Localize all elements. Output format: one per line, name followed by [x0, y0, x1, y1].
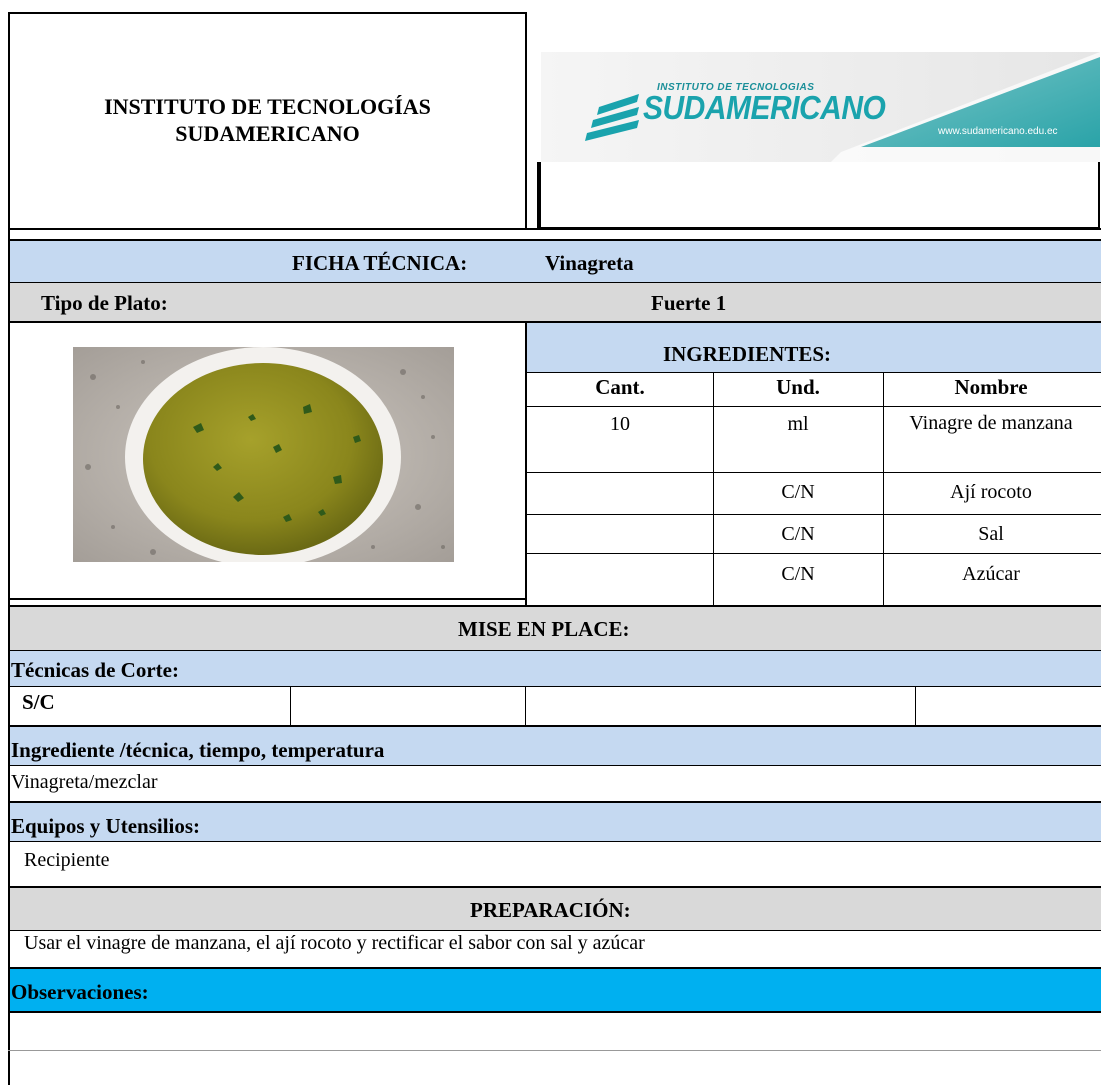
logo-empty-box	[539, 162, 1100, 229]
equipos-value: Recipiente	[24, 849, 110, 871]
line-ficha-tipo	[8, 282, 1101, 283]
observaciones-row	[9, 969, 1101, 1011]
tipo-plato-value: Fuerte 1	[651, 291, 727, 315]
ing-line-2	[526, 406, 1101, 407]
line-below-ingrediente	[8, 765, 1101, 766]
ingredient-row-1-und: ml	[787, 413, 809, 435]
logo-small-text: INSTITUTO DE TECNOLOGIAS	[657, 82, 815, 93]
logo-banner	[541, 52, 1100, 162]
line-above-equipos	[8, 801, 1101, 803]
image-ingredients-divider	[525, 321, 527, 606]
ingredient-row-4-nombre: Azúcar	[962, 563, 1020, 585]
line-above-ingrediente	[8, 725, 1101, 727]
logo-big-text: SUDAMERICANO	[643, 90, 886, 127]
image-box-bottom	[8, 598, 527, 600]
line-below-equipos	[8, 841, 1101, 842]
mise-en-place-title: MISE EN PLACE:	[458, 617, 630, 641]
line-below-tipo	[8, 321, 1101, 323]
ing-col-1	[713, 372, 714, 606]
tipo-plato-label: Tipo de Plato:	[41, 291, 168, 315]
header-bottom-border	[8, 228, 1101, 230]
ingredient-row-1-nombre: Vinagre de manzana	[909, 412, 1073, 434]
line-below-mise	[8, 650, 1101, 651]
tipo-plato-row	[9, 283, 1101, 321]
line-above-ficha	[8, 239, 1101, 241]
col-header-cant: Cant.	[595, 375, 645, 399]
tecnicas-corte-label: Técnicas de Corte:	[11, 658, 179, 682]
line-above-observaciones	[8, 967, 1101, 969]
ficha-tecnica-label: FICHA TÉCNICA:	[292, 251, 468, 275]
ing-line-1	[526, 372, 1101, 373]
ingrediente-tecnica-value: Vinagreta/mezclar	[11, 771, 158, 793]
header-top-border	[8, 12, 527, 14]
ingredient-row-4-und: C/N	[781, 563, 815, 585]
ing-line-4	[526, 514, 1101, 515]
line-below-tecnicas	[8, 686, 1101, 687]
logo-url: www.sudamericano.edu.ec	[938, 126, 1058, 137]
ficha-tecnica-name: Vinagreta	[545, 251, 634, 275]
line-above-mise	[8, 605, 1101, 607]
ingredient-row-3-nombre: Sal	[978, 523, 1004, 545]
col-header-und: Und.	[776, 375, 820, 399]
tec-col-1	[290, 686, 291, 726]
institute-name-line1: INSTITUTO DE TECNOLOGÍAS	[104, 94, 431, 120]
line-above-preparacion	[8, 886, 1101, 888]
line-observaciones-blank	[8, 1050, 1101, 1051]
ingredient-row-1-cant: 10	[610, 413, 630, 435]
tec-col-3	[915, 686, 916, 726]
ingrediente-tecnica-label: Ingrediente /técnica, tiempo, temperatura	[11, 738, 385, 762]
dish-photo	[73, 347, 454, 562]
preparacion-text: Usar el vinagre de manzana, el ají rocoto y rectificar el sabor con sal y azúcar	[24, 932, 645, 954]
tec-col-2	[525, 686, 526, 726]
ing-line-5	[526, 553, 1101, 554]
header-divider	[525, 12, 527, 229]
line-below-observaciones	[8, 1011, 1101, 1013]
institute-name-line2: SUDAMERICANO	[175, 120, 360, 146]
equipos-label: Equipos y Utensilios:	[11, 814, 201, 838]
col-header-nombre: Nombre	[954, 375, 1028, 399]
tecnicas-cell-1: S/C	[22, 690, 55, 714]
ingredient-row-2-nombre: Ají rocoto	[950, 481, 1032, 503]
preparacion-title: PREPARACIÓN:	[470, 898, 631, 922]
vinaigrette-bowl-image	[73, 347, 454, 562]
ingredient-row-3-und: C/N	[781, 523, 815, 545]
line-below-preparacion	[8, 930, 1101, 931]
ingredient-row-2-und: C/N	[781, 481, 815, 503]
border-left	[8, 12, 10, 1085]
ing-line-3	[526, 472, 1101, 473]
ingredientes-title: INGREDIENTES:	[662, 342, 832, 366]
observaciones-label: Observaciones:	[11, 980, 149, 1004]
ing-col-2	[883, 372, 884, 606]
logo-box-left	[537, 162, 539, 229]
institute-name-block	[9, 12, 526, 229]
